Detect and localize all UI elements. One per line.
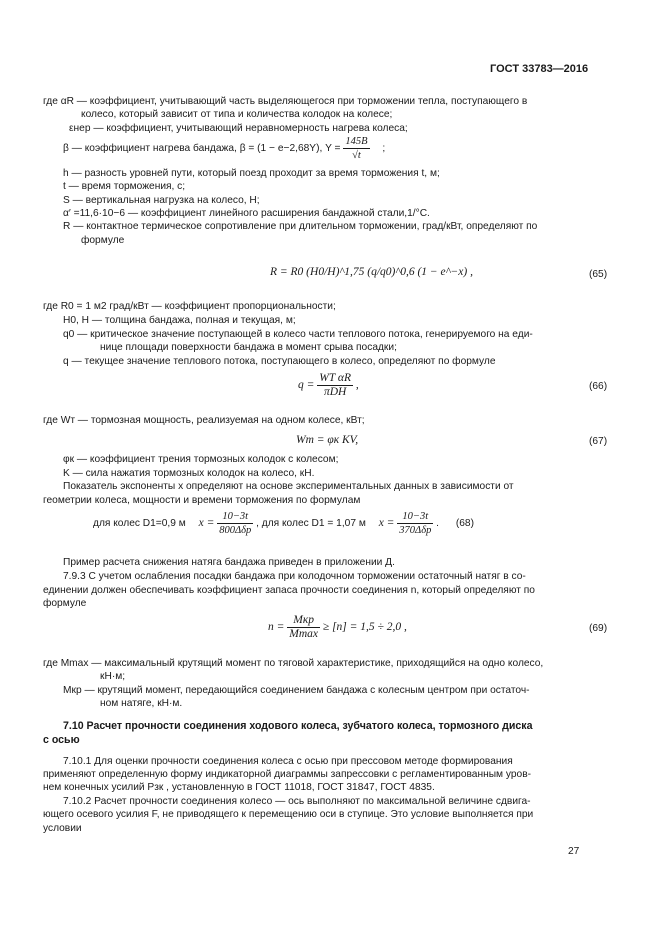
text-line: εнер — коэффициент, учитывающий неравномерность нагрева колеса; [69,123,408,134]
fraction-numerator: Mкр [287,614,320,628]
equation-fraction [287,614,320,641]
equation-fraction [317,372,353,399]
equation-number: (65) [589,269,608,280]
equation-65: R = R0 (H0/H)^1,75 (q/q0)^0,6 (1 − e^−x) , [270,266,473,278]
text-line: где Wт — тормозная мощность, реализуемая на одном колесе, кВт; [43,415,365,426]
text-line: 7.10.2 Расчет прочности соединения колесо — ось выполняют по максимальной величине сдвига- [63,796,531,807]
text-line: Показатель экспоненты x определяют на основе экспериментальных данных в зависимости от [63,481,514,492]
text-line: колесо, который зависит от типа и количества колодок на колесе; [81,109,393,120]
text-line: H0, H — толщина бандажа, полная и текущая, м; [63,315,296,326]
text-line: q0 — критическое значение поступающей в колесо части теплового потока, генерируемого на еди- [63,329,533,340]
text-line: S — вертикальная нагрузка на колесо, Н; [63,195,260,206]
text-line: ном натяге, кН·м. [100,698,183,709]
text-line: где R0 = 1 м2 град/кВт — коэффициент пропорциональности; [43,301,336,312]
equation-fraction [217,510,253,537]
fraction-denominator: 370Δδp [399,525,432,536]
text-line: где αR — коэффициент, учитывающий часть выделяющегося при торможении тепла, поступающего в [43,96,528,107]
text-line: K — сила нажатия тормозных колодок на колесо, кН. [63,468,315,479]
text-line: кН·м; [100,671,126,682]
fraction-numerator: 145B [345,136,368,147]
text-line: геометрии колеса, мощности и времени торможения по формулам [43,495,361,506]
text-line: α′ =11,6·10−6 — коэффициент линейного расширения бандажной стали,1/°С. [63,208,430,219]
text-line: β — коэффициент нагрева бандажа, β = (1 − e−2,68Y), Y = [63,143,341,154]
equation-69 [268,614,407,641]
equation-lhs: q = [298,379,315,391]
fraction-numerator: WT αR [319,372,351,384]
text-line: нице площади поверхности бандажа в момент срыва посадки; [100,342,397,353]
equation-number: (69) [589,623,608,634]
section-heading: с осью [43,734,80,746]
equation-lhs: n = [268,621,285,633]
equation-fraction [397,510,433,537]
text-line: формуле [81,235,125,246]
beta-definition [63,135,385,162]
equation-lhs: x = [198,517,215,529]
equation-66 [298,372,359,399]
equation-tail: , [355,379,359,391]
page-number: 27 [568,846,580,857]
text-line: ; [382,143,386,154]
text-line: R — контактное термическое сопротивление при длительном торможении, град/кВт, определяют по [63,221,538,232]
text-line: h — разность уровней пути, который поезд проходит за время торможения t, м; [63,168,440,179]
text-line: формуле [43,598,87,609]
text-line: 7.10.1 Для оценки прочности соединения колеса с осью при прессовом методе формирования [63,756,513,767]
text-line: ющего осевого усилия F, не приводящего к перемещению оси в ступице. Это условие выполняется при [43,809,534,820]
section-heading: 7.10 Расчет прочности соединения ходового колеса, зубчатого колеса, тормозного диска [63,720,533,732]
text-line: t — время торможения, с; [63,181,186,192]
text-line: нем конечных усилий Pзк , установленную в ГОСТ 11018, ГОСТ 31847, ГОСТ 4835. [43,782,435,793]
fraction-denominator: πDH [323,386,347,398]
fraction-denominator: √t [352,150,361,161]
equation-67: Wт = φк KV, [296,434,359,446]
equation-rhs: ≥ [n] = 1,5 ÷ 2,0 , [322,621,407,633]
text-line: условии [43,823,82,834]
equation-68 [93,510,474,537]
fraction-numerator: 10−3t [397,510,433,524]
equation-text: для колес D1=0,9 м [93,518,186,529]
text-line: q — текущее значение теплового потока, поступающего в колесо, определяют по формуле [63,356,496,367]
fraction-denominator: Mmax [289,628,319,640]
equation-number: (67) [589,436,608,447]
text-line: Mкр — крутящий момент, передающийся соединением бандажа с колесным центром при остаточ- [63,685,530,696]
equation-number: (68) [455,518,474,529]
text-line: Пример расчета снижения натяга бандажа приведен в приложении Д. [63,557,395,568]
equation-text: , для колес D1 = 1,07 м [256,518,366,529]
equation-text: . [436,518,440,529]
equation-number: (66) [589,381,608,392]
text-line: применяют определенную форму индикаторной диаграммы запрессовки с регламентированным уров- [43,769,531,780]
page-header: ГОСТ 33783—2016 [490,63,589,75]
text-line: φк — коэффициент трения тормозных колодок с колесом; [63,454,339,465]
text-line: где Mmax — максимальный крутящий момент по тяговой характеристике, приходящийся на одно колесо, [43,658,544,669]
fraction-numerator: 10−3t [217,510,253,524]
text-line: 7.9.3 С учетом ослабления посадки бандажа при колодочном торможении остаточный натяг в со- [63,571,526,582]
text-line: единении должен обеспечивать коэффициент запаса прочности соединения n, который определяют по [43,585,535,596]
fraction-denominator: 800Δδp [219,525,252,536]
y-fraction [343,135,369,162]
equation-lhs: x = [378,517,395,529]
